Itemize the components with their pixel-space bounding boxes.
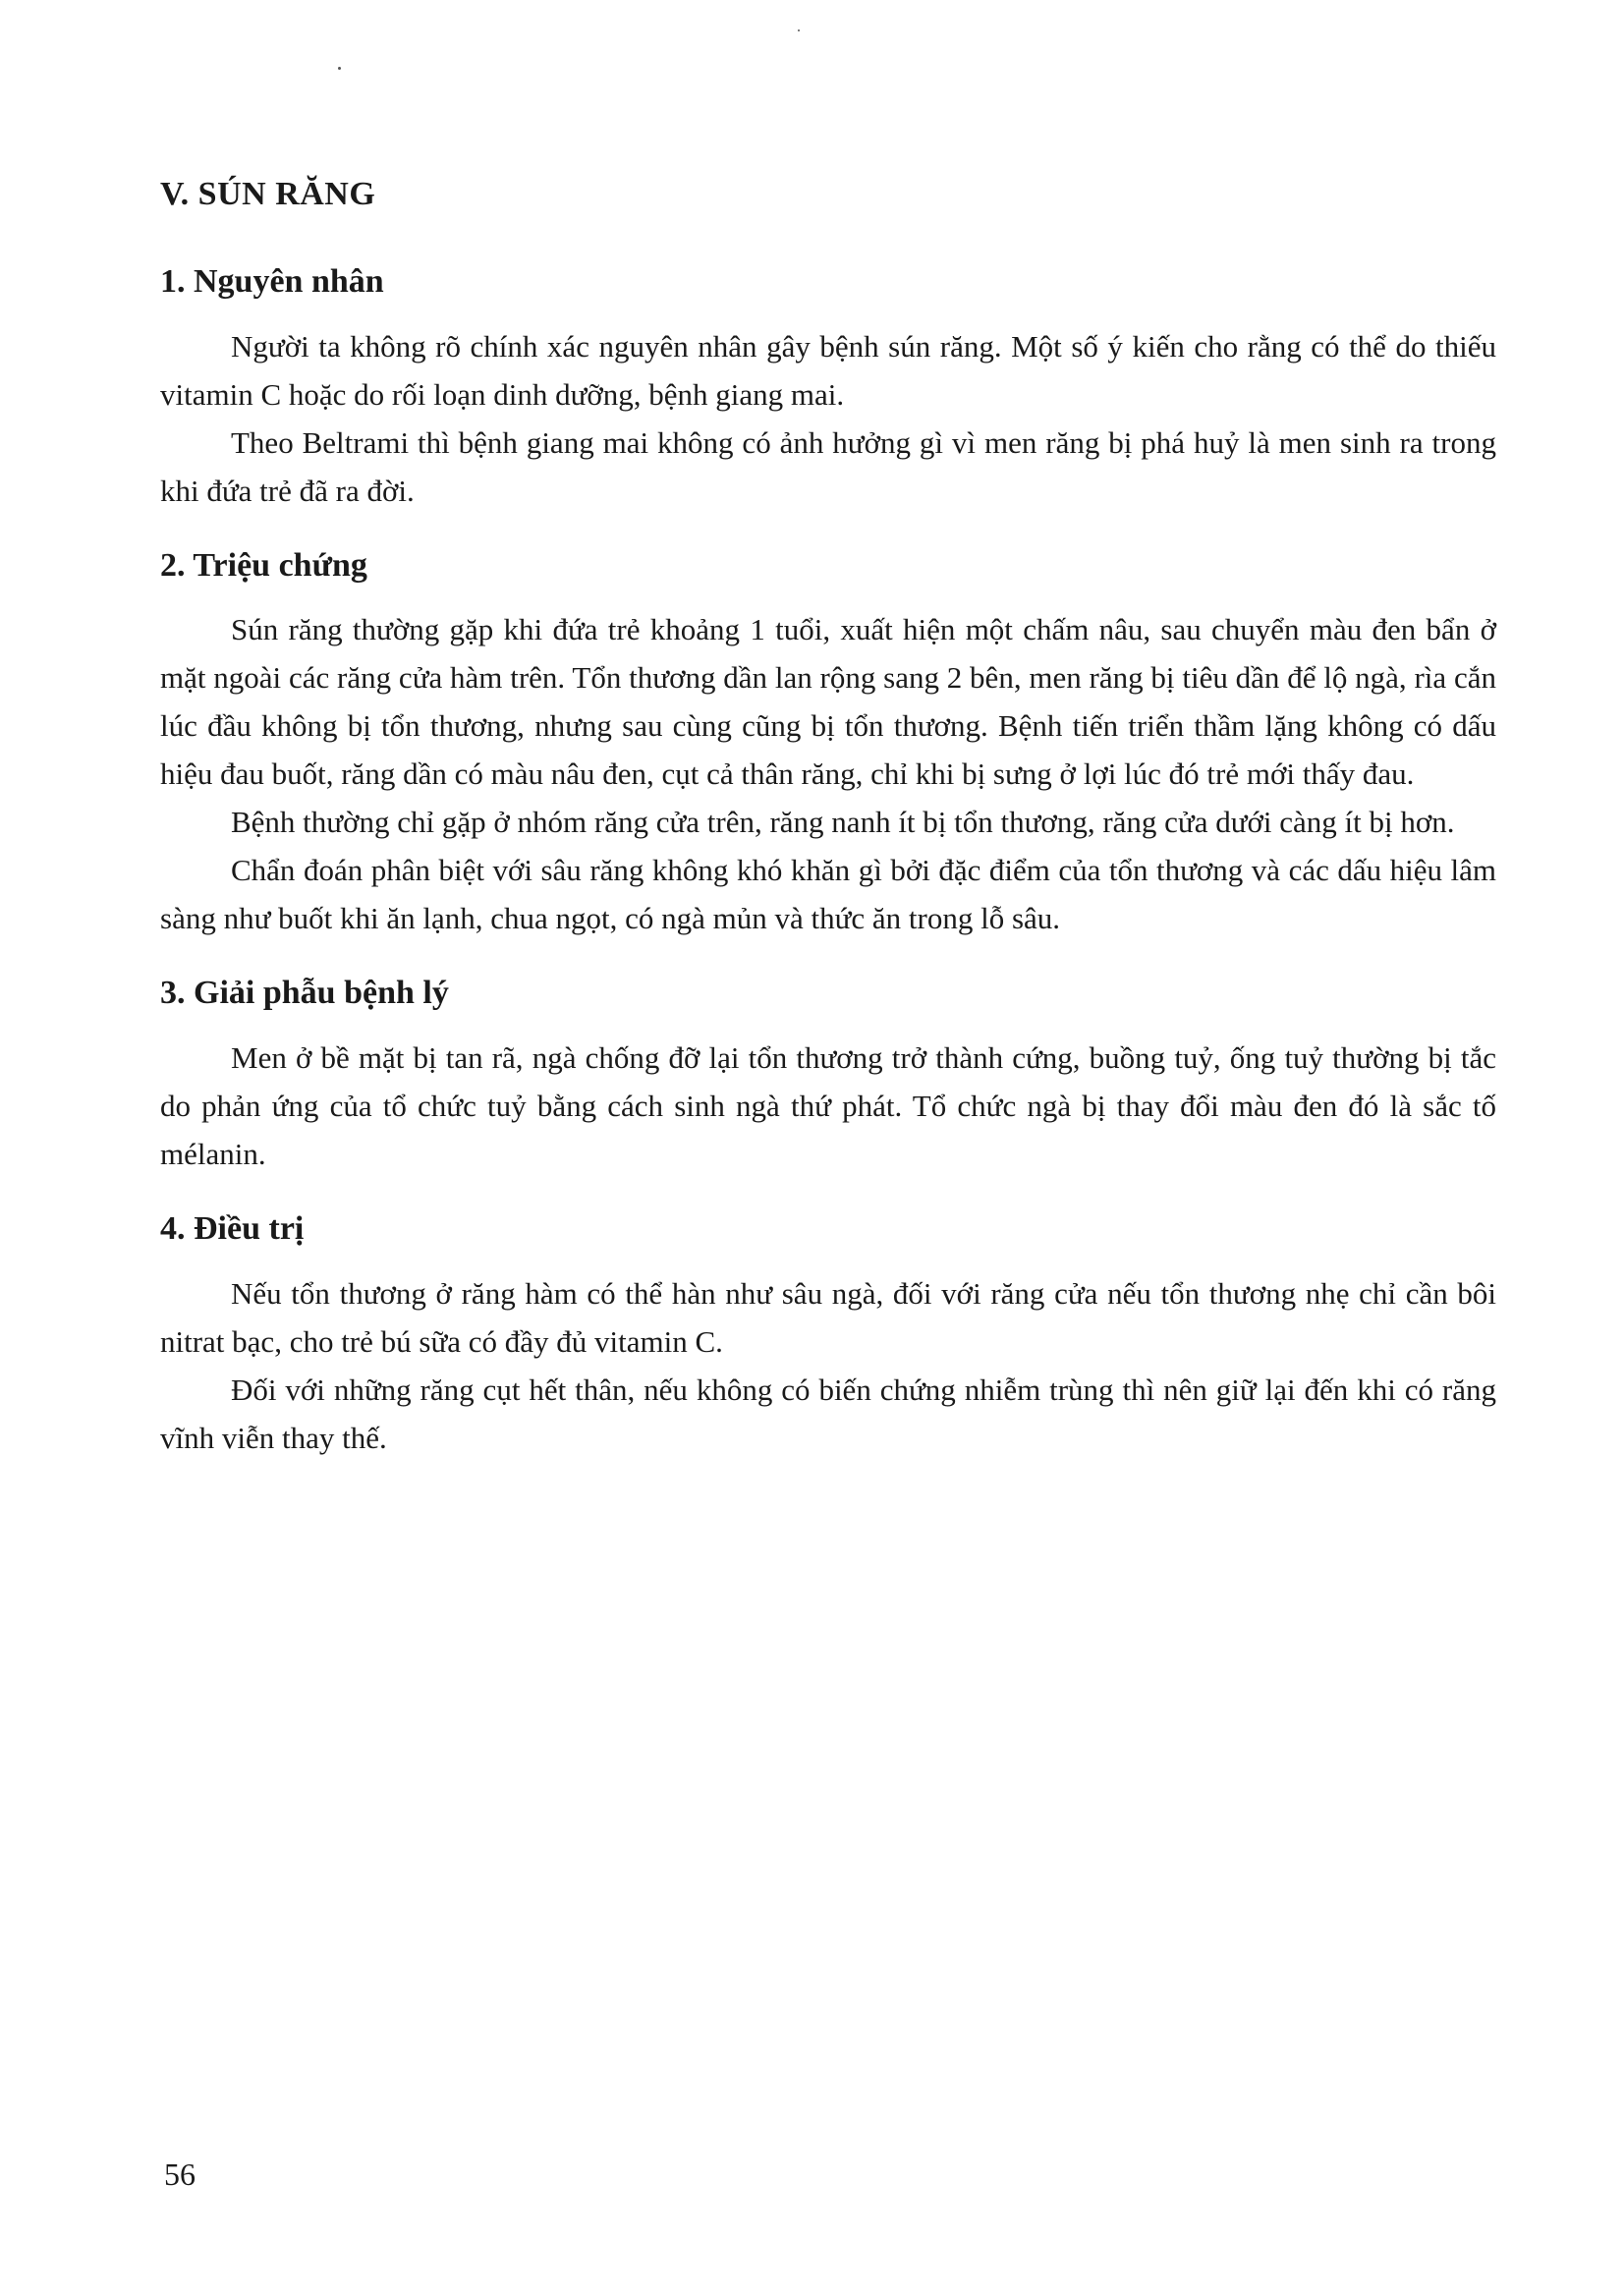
section-paragraphs (160, 1034, 1496, 1178)
section-heading: 2. Triệu chứng (160, 546, 367, 584)
paragraph: Sún răng thường gặp khi đứa trẻ khoảng 1 tuổi, xuất hiện một chấm nâu, sau chuyển màu đen bẩn ở mặt ngoài các răng cửa hàm trên. Tổn thương dần lan rộng sang 2 bên, men răng bị tiêu dần để lộ ngà, rìa cắn lúc đầu không bị tổn thương, nhưng sau cùng cũng bị tổn thương. Bệnh tiến triển thầm lặng không có dấu hiệu đau buốt, răng dần có màu nâu đen, cụt cả thân răng, chỉ khi bị sưng ở lợi lúc đó trẻ mới thấy đau. (160, 612, 1496, 792)
paragraph: Bệnh thường chỉ gặp ở nhóm răng cửa trên, răng nanh ít bị tổn thương, răng cửa dưới càng ít bị hơn. (231, 805, 1455, 840)
page-number: 56 (164, 2156, 196, 2192)
paragraph: Men ở bề mặt bị tan rã, ngà chống đỡ lại tổn thương trở thành cứng, buồng tuỷ, ống tuỷ thường bị tắc do phản ứng của tổ chức tuỷ bằng cách sinh ngà thứ phát. Tổ chức ngà bị thay đổi màu đen đó là sắc tố mélanin. (160, 1040, 1496, 1172)
section-paragraphs (160, 1269, 1496, 1462)
section-heading: 3. Giải phẫu bệnh lý (160, 975, 449, 1012)
section-heading: 4. Điều trị (160, 1210, 305, 1248)
paragraph: Theo Beltrami thì bệnh giang mai không có ảnh hưởng gì vì men răng bị phá huỷ là men sinh ra trong khi đứa trẻ đã ra đời. (160, 424, 1496, 508)
section-paragraphs (160, 322, 1496, 515)
document-body (160, 175, 1496, 1493)
section-causes (160, 262, 1496, 515)
section-treatment (160, 1209, 1496, 1462)
paragraph: Người ta không rõ chính xác nguyên nhân gây bệnh sún răng. Một số ý kiến cho rằng có thể do thiếu vitamin C hoặc do rối loạn dinh dưỡng, bệnh giang mai. (160, 328, 1496, 412)
paragraph: Chẩn đoán phân biệt với sâu răng không khó khăn gì bởi đặc điểm của tổn thương và các dấu hiệu lâm sàng như buốt khi ăn lạnh, chua ngọt, có ngà mủn và thức ăn trong lỗ sâu. (160, 853, 1496, 936)
scan-speck (338, 67, 341, 70)
scan-speck (798, 29, 800, 31)
section-title: V. SÚN RĂNG (160, 176, 376, 212)
paragraph: Nếu tổn thương ở răng hàm có thể hàn như sâu ngà, đối với răng cửa nếu tổn thương nhẹ chỉ cần bôi nitrat bạc, cho trẻ bú sữa có đầy đủ vitamin C. (160, 1275, 1496, 1359)
paragraph: Đối với những răng cụt hết thân, nếu không có biến chứng nhiễm trùng thì nên giữ lại đến khi có răng vĩnh viễn thay thế. (160, 1372, 1496, 1455)
section-heading: 1. Nguyên nhân (160, 262, 384, 300)
section-paragraphs (160, 605, 1496, 942)
section-symptoms (160, 546, 1496, 943)
section-pathology (160, 974, 1496, 1178)
